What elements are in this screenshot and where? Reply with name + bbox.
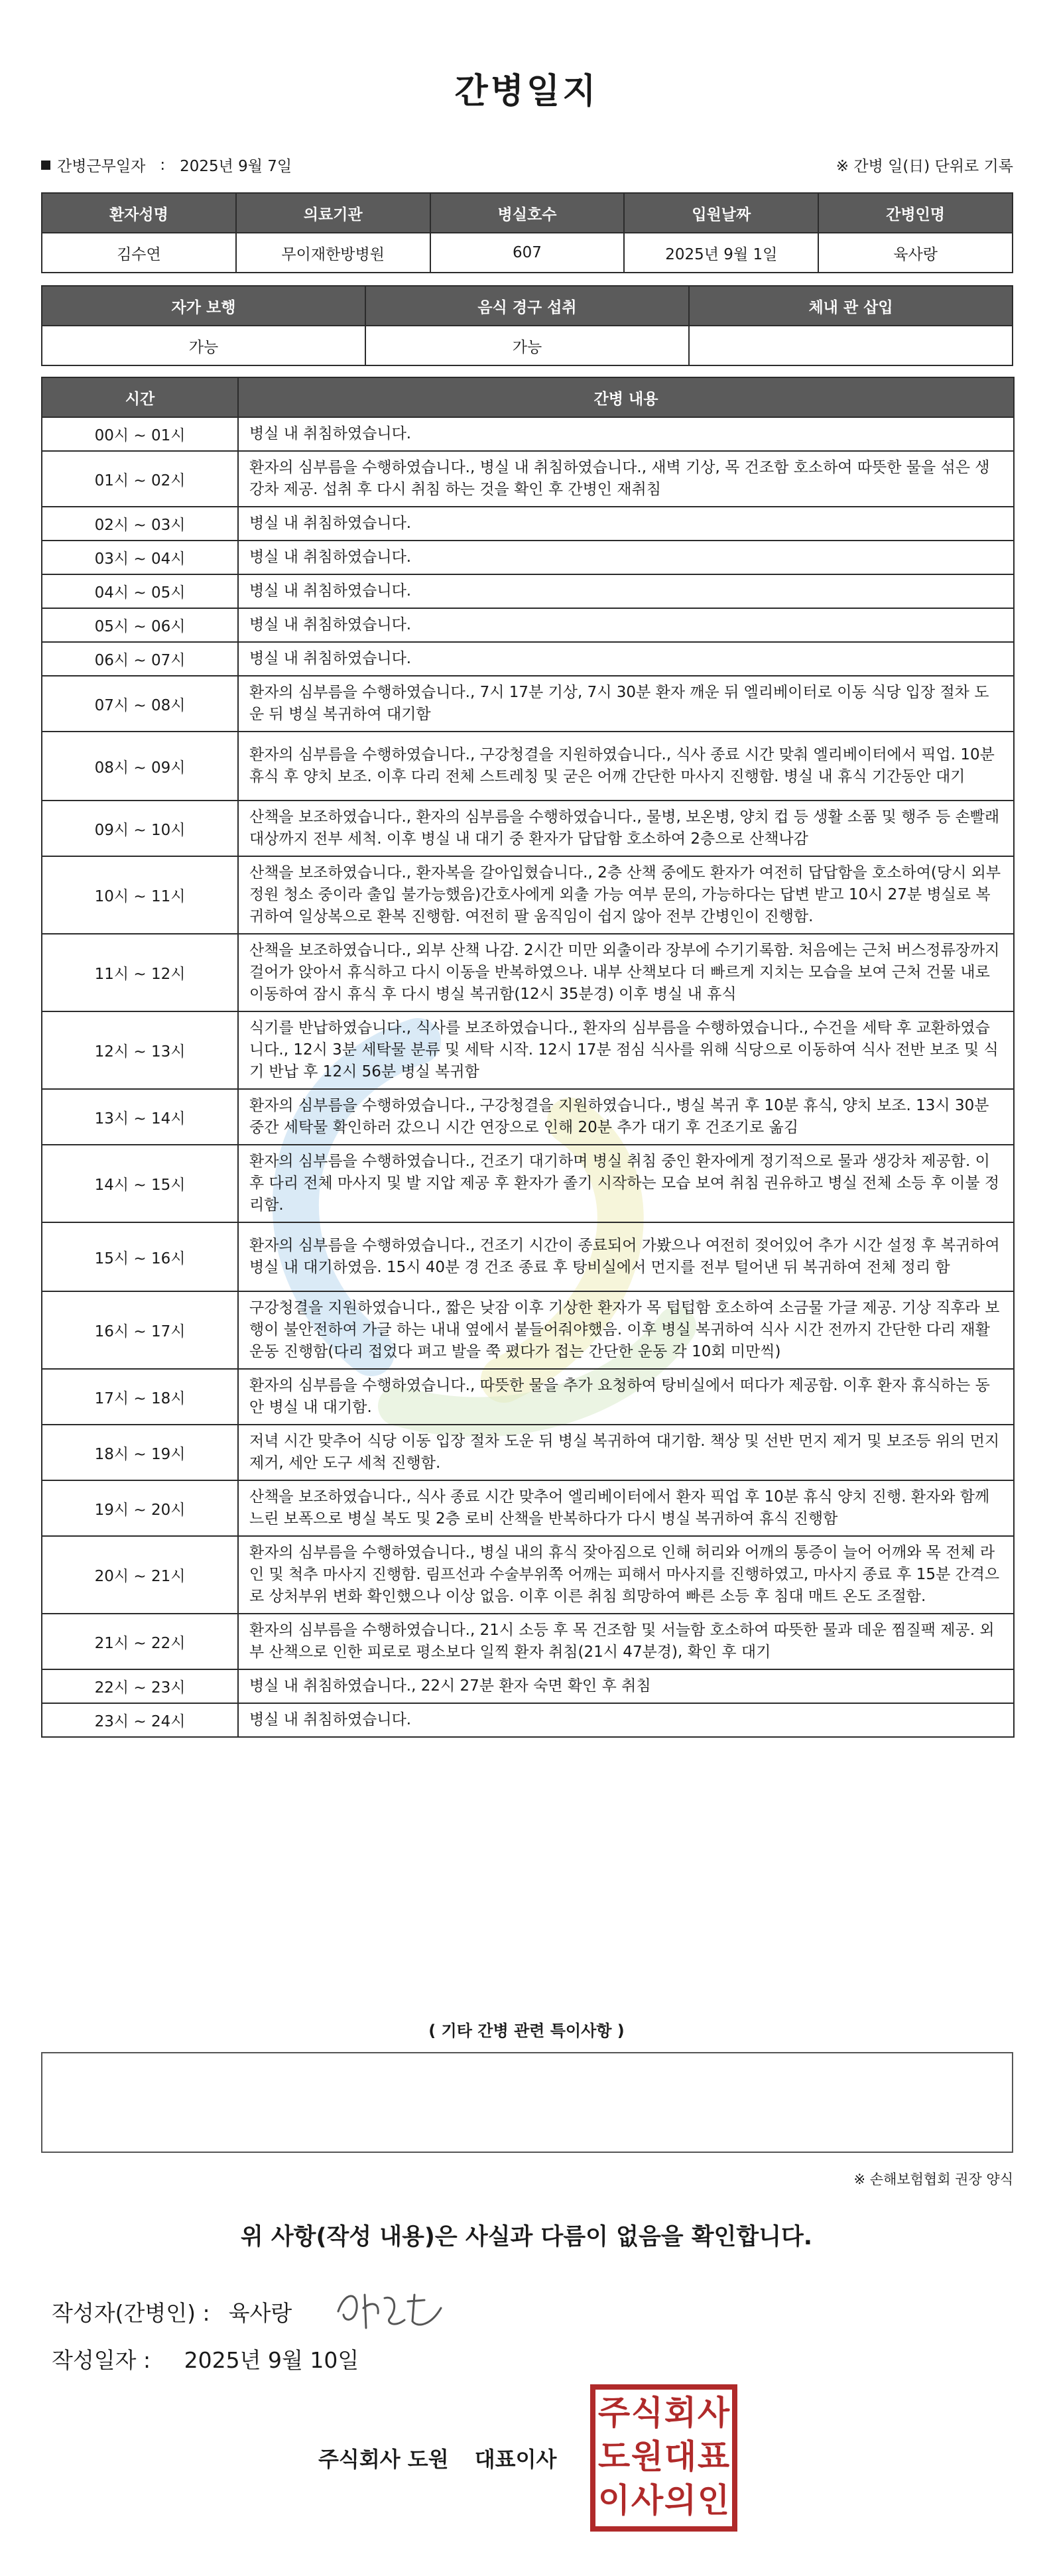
patient-info-value-row [42, 233, 1013, 273]
written-date-label: 작성일자 : [52, 2347, 151, 2373]
seal-glyph: 대 [664, 2437, 697, 2476]
care-log-row [42, 1291, 1014, 1369]
care-log-row [42, 1145, 1014, 1222]
care-log-content: 환자의 심부름을 수행하였습니다., 건조기 대기하며 병실 취침 중인 환자에게 정기적으로 물과 생강차 제공함. 이후 다리 전체 마사지 및 발 지압 제공 후 환자가 졸기 시작하는 모습 보여 취침 권유하고 병실 전체 소등 후 이불 정리함. [238, 1145, 1014, 1222]
care-log-row [42, 1222, 1014, 1291]
care-log-row [42, 642, 1014, 676]
square-bullet-icon [41, 161, 50, 170]
care-log-row [42, 934, 1014, 1011]
patient-info-table [41, 192, 1013, 273]
care-log-content: 식기를 반납하였습니다., 식사를 보조하였습니다., 환자의 심부름을 수행하였습니다., 수건을 세탁 후 교환하였습니다., 12시 3분 세탁물 분류 및 세탁 시작. 12시 17분 점심 식사를 위해 식당으로 이동하여 식사 전반 보조 및 식기 반납 후 12시 56분 병실 복귀함 [238, 1011, 1014, 1089]
care-log-content: 환자의 심부름을 수행하였습니다., 7시 17분 기상, 7시 30분 환자 깨운 뒤 엘리베이터로 이동 식당 입장 절차 도운 뒤 병실 복귀하여 대기함 [238, 676, 1014, 732]
care-log-content: 병실 내 취침하였습니다. [238, 417, 1014, 451]
care-log-row [42, 1480, 1014, 1536]
work-date [41, 154, 292, 176]
room-number: 607 [430, 233, 625, 273]
care-log-row [42, 507, 1014, 541]
care-log-time: 09시 ~ 10시 [42, 801, 238, 856]
care-log-content: 환자의 심부름을 수행하였습니다., 구강청결을 지원하였습니다., 병실 복귀 후 10분 휴식, 양치 보조. 13시 30분 중간 세탁물 확인하러 갔으니 시간 연장으로 인해 20분 추가 대기 후 건조기로 옮김 [238, 1089, 1014, 1145]
care-log-time: 11시 ~ 12시 [42, 934, 238, 1011]
seal-glyph: 식 [631, 2393, 664, 2432]
care-log-content: 산책을 보조하였습니다., 외부 산책 나감. 2시간 미만 외출이라 장부에 수기기록함. 처음에는 근처 버스정류장까지 걸어가 앉아서 휴식하고 다시 이동을 반복하였으나. 내부 산책보다 더 빠르게 지치는 모습을 보여 근처 건물 내로 이동하여 잠시 휴식 후 다시 병실 복귀함(12시 35분경) 이후 병실 내 휴식 [238, 934, 1014, 1011]
care-log-time: 03시 ~ 04시 [42, 541, 238, 574]
header-oral-intake: 음식 경구 섭취 [365, 286, 689, 326]
care-log-content: 산책을 보조하였습니다., 환자의 심부름을 수행하였습니다., 물병, 보온병, 양치 컵 등 생활 소품 및 행주 등 손빨래 대상까지 전부 세척. 이후 병실 내 대기 중 환자가 답답함 호소하여 2층으로 산책나감 [238, 801, 1014, 856]
header-caregiver: 간병인명 [818, 193, 1013, 233]
writer-label: 작성자(간병인) : [52, 2299, 210, 2326]
header-time: 시간 [42, 377, 238, 417]
care-log-row [42, 451, 1014, 507]
care-log-time: 05시 ~ 06시 [42, 608, 238, 642]
work-date-label: 간병근무일자 [57, 158, 146, 175]
care-log-content: 환자의 심부름을 수행하였습니다., 병실 내 취침하였습니다., 새벽 기상, 목 건조함 호소하여 따뜻한 물을 섞은 생강차 제공. 섭취 후 다시 취침 하는 것을 확인 후 간병인 재취침 [238, 451, 1014, 507]
care-log-time: 10시 ~ 11시 [42, 856, 238, 934]
hospital-name: 무이재한방병원 [236, 233, 430, 273]
care-log-content: 병실 내 취침하였습니다. [238, 574, 1014, 608]
header-patient-name: 환자성명 [42, 193, 236, 233]
work-date-value: 2025년 9월 7일 [180, 158, 292, 175]
header-room: 병실호수 [430, 193, 625, 233]
form-footnote: ※ 손해보험협회 권장 양식 [853, 2171, 1013, 2187]
care-log-row [42, 1089, 1014, 1145]
meta-row [41, 154, 1013, 180]
walking-value: 가능 [42, 326, 365, 365]
care-log-content: 병실 내 취침하였습니다. [238, 541, 1014, 574]
header-hospital: 의료기관 [236, 193, 430, 233]
care-log-time: 22시 ~ 23시 [42, 1669, 238, 1703]
care-log-row [42, 541, 1014, 574]
care-log-time: 07시 ~ 08시 [42, 676, 238, 732]
company-title: 대표이사 [474, 2447, 557, 2472]
oral-intake-value: 가능 [365, 326, 689, 365]
signature-icon [332, 2282, 451, 2341]
care-log-time: 01시 ~ 02시 [42, 451, 238, 507]
care-log-time: 20시 ~ 21시 [42, 1536, 238, 1614]
care-log-content: 병실 내 취침하였습니다. [238, 642, 1014, 676]
care-log-content: 산책을 보조하였습니다., 식사 종료 시간 맞추어 엘리베이터에서 환자 픽업 후 10분 휴식 양치 진행. 환자와 함께 느린 보폭으로 병실 복도 및 2층 로비 산책을 반복하다가 다시 병실 복귀하여 휴식 진행함 [238, 1480, 1014, 1536]
care-log-time: 19시 ~ 20시 [42, 1480, 238, 1536]
tube-insertion-value [689, 326, 1013, 365]
patient-name: 김수연 [42, 233, 236, 273]
writer-row [52, 2282, 451, 2341]
care-log-time: 12시 ~ 13시 [42, 1011, 238, 1089]
care-log-time: 13시 ~ 14시 [42, 1089, 238, 1145]
care-log-time: 16시 ~ 17시 [42, 1291, 238, 1369]
care-log-row [42, 1011, 1014, 1089]
care-log-content: 산책을 보조하였습니다., 환자복을 갈아입혔습니다., 2층 산책 중에도 환자가 여전히 답답함을 호소하여(당시 외부정원 청소 중이라 출입 불가능했음)간호사에게 외출 가능 여부 문의, 가능하다는 답변 받고 10시 27분 병실로 복귀하여 일상복으로 환복 진행함. 여전히 팔 움직임이 쉽지 않아 전부 간병인이 진행함. [238, 856, 1014, 934]
care-log-time: 06시 ~ 07시 [42, 642, 238, 676]
seal-glyph: 의 [664, 2480, 697, 2520]
care-log-content: 병실 내 취침하였습니다. [238, 507, 1014, 541]
seal-glyph: 사 [697, 2393, 730, 2432]
care-log-content: 저녁 시간 맞추어 식당 이동 입장 절차 도운 뒤 병실 복귀하여 대기함. 책상 및 선반 먼지 제거 및 보조등 위의 먼지 제거, 세안 도구 세척 진행함. [238, 1425, 1014, 1480]
care-log-header-row [42, 377, 1014, 417]
care-log-row [42, 1669, 1014, 1703]
seal-glyph: 원 [631, 2437, 664, 2476]
seal-glyph: 사 [631, 2480, 664, 2520]
care-log-content: 환자의 심부름을 수행하였습니다., 구강청결을 지원하였습니다., 식사 종료 시간 맞춰 엘리베이터에서 픽업. 10분 휴식 후 양치 보조. 이후 다리 전체 스트레칭 및 굳은 어깨 간단한 마사지 진행함. 병실 내 휴식 기간동안 대기 [238, 732, 1014, 801]
written-date-row [52, 2343, 359, 2374]
care-log-table [41, 377, 1015, 1738]
patient-info-header-row [42, 193, 1013, 233]
header-care-content: 간병 내용 [238, 377, 1014, 417]
care-log-row [42, 1369, 1014, 1425]
caregiver-name: 육사랑 [818, 233, 1013, 273]
care-log-row [42, 801, 1014, 856]
care-log-row [42, 732, 1014, 801]
care-log-time: 04시 ~ 05시 [42, 574, 238, 608]
care-log-content: 환자의 심부름을 수행하였습니다., 21시 소등 후 목 건조함 및 서늘함 호소하여 따뜻한 물과 데운 찜질팩 제공. 외부 산책으로 인한 피로로 평소보다 일찍 환자 취침(21시 47분경), 확인 후 대기 [238, 1614, 1014, 1669]
care-log-row [42, 1703, 1014, 1737]
notes-title: ( 기타 간병 관련 특이사항 ) [428, 2022, 625, 2040]
care-log-content: 환자의 심부름을 수행하였습니다., 건조기 시간이 종료되어 가봤으나 여전히 젖어있어 추가 시간 설정 후 복귀하여 병실 내 대기하였음. 15시 40분 경 건조 종료 후 탕비실에서 먼지를 전부 털어낸 뒤 복귀하여 전체 정리 함 [238, 1222, 1014, 1291]
confirmation-statement: 위 사항(작성 내용)은 사실과 다름이 없음을 확인합니다. [240, 2224, 813, 2250]
header-admission-date: 입원날짜 [624, 193, 818, 233]
care-log-time: 21시 ~ 22시 [42, 1614, 238, 1669]
care-log-content: 환자의 심부름을 수행하였습니다., 병실 내의 휴식 잦아짐으로 인해 허리와 어깨의 통증이 늘어 어깨와 목 전체 라인 및 척추 마사지 진행함. 림프선과 수술부위쪽 어깨는 피해서 마사지를 진행하였고, 마사지 종료 후 15분 간격으로 상처부위 변화 확인했으나 이상 없음. 이후 이른 취침 희망하여 빠른 소등 후 침대 매트 온도 조절함. [238, 1536, 1014, 1614]
company-seal-stamp-icon [590, 2384, 737, 2532]
header-tube-insertion: 체내 관 삽입 [689, 286, 1013, 326]
written-date-value: 2025년 9월 10일 [184, 2347, 359, 2373]
care-log-time: 23시 ~ 24시 [42, 1703, 238, 1737]
patient-ability-table [41, 285, 1013, 366]
care-log-row [42, 676, 1014, 732]
care-log-time: 02시 ~ 03시 [42, 507, 238, 541]
care-log-time: 17시 ~ 18시 [42, 1369, 238, 1425]
care-log-row [42, 856, 1014, 934]
care-log-row [42, 1614, 1014, 1669]
care-log-time: 14시 ~ 15시 [42, 1145, 238, 1222]
care-log-row [42, 574, 1014, 608]
care-log-row [42, 1536, 1014, 1614]
company-name: 주식회사 도원 [318, 2447, 449, 2472]
ability-value-row [42, 326, 1013, 365]
seal-glyph: 주 [597, 2393, 631, 2432]
care-log-row [42, 1425, 1014, 1480]
care-log-content: 구강청결을 지원하였습니다., 짧은 낮잠 이후 기상한 환자가 목 텁텁함 호소하여 소금물 가글 제공. 기상 직후라 보행이 불안전하여 가글 하는 내내 옆에서 붙들어줘야했음. 이후 병실 복귀하여 식사 시간 전까지 간단한 다리 재활운동 진행함(다리 접었다 펴고 발을 쭉 폈다가 접는 간단한 운동 각 10회 미만씩) [238, 1291, 1014, 1369]
seal-glyph: 인 [697, 2480, 730, 2520]
header-walking: 자가 보행 [42, 286, 365, 326]
care-log-content: 병실 내 취침하였습니다., 22시 27분 환자 숙면 확인 후 취침 [238, 1669, 1014, 1703]
care-log-time: 08시 ~ 09시 [42, 732, 238, 801]
company-signature-line [318, 2443, 556, 2473]
care-log-content: 환자의 심부름을 수행하였습니다., 따뜻한 물을 추가 요청하여 탕비실에서 떠다가 제공함. 이후 환자 휴식하는 동안 병실 내 대기함. [238, 1369, 1014, 1425]
seal-glyph: 이 [597, 2480, 631, 2520]
seal-glyph: 회 [664, 2393, 697, 2432]
seal-glyph: 도 [597, 2437, 631, 2476]
care-log-row [42, 608, 1014, 642]
unit-note: ※ 간병 일(日) 단위로 기록 [836, 158, 1013, 175]
writer-name: 육사랑 [228, 2299, 292, 2326]
care-log-time: 00시 ~ 01시 [42, 417, 238, 451]
care-log-time: 18시 ~ 19시 [42, 1425, 238, 1480]
seal-glyph: 표 [697, 2437, 730, 2476]
page-title: 간병일지 [454, 72, 599, 111]
admission-date: 2025년 9월 1일 [624, 233, 818, 273]
care-log-row [42, 417, 1014, 451]
ability-header-row [42, 286, 1013, 326]
notes-box [41, 2052, 1013, 2153]
care-log-content: 병실 내 취침하였습니다. [238, 1703, 1014, 1737]
care-log-content: 병실 내 취침하였습니다. [238, 608, 1014, 642]
care-log-time: 15시 ~ 16시 [42, 1222, 238, 1291]
work-date-separator: : [160, 156, 166, 174]
